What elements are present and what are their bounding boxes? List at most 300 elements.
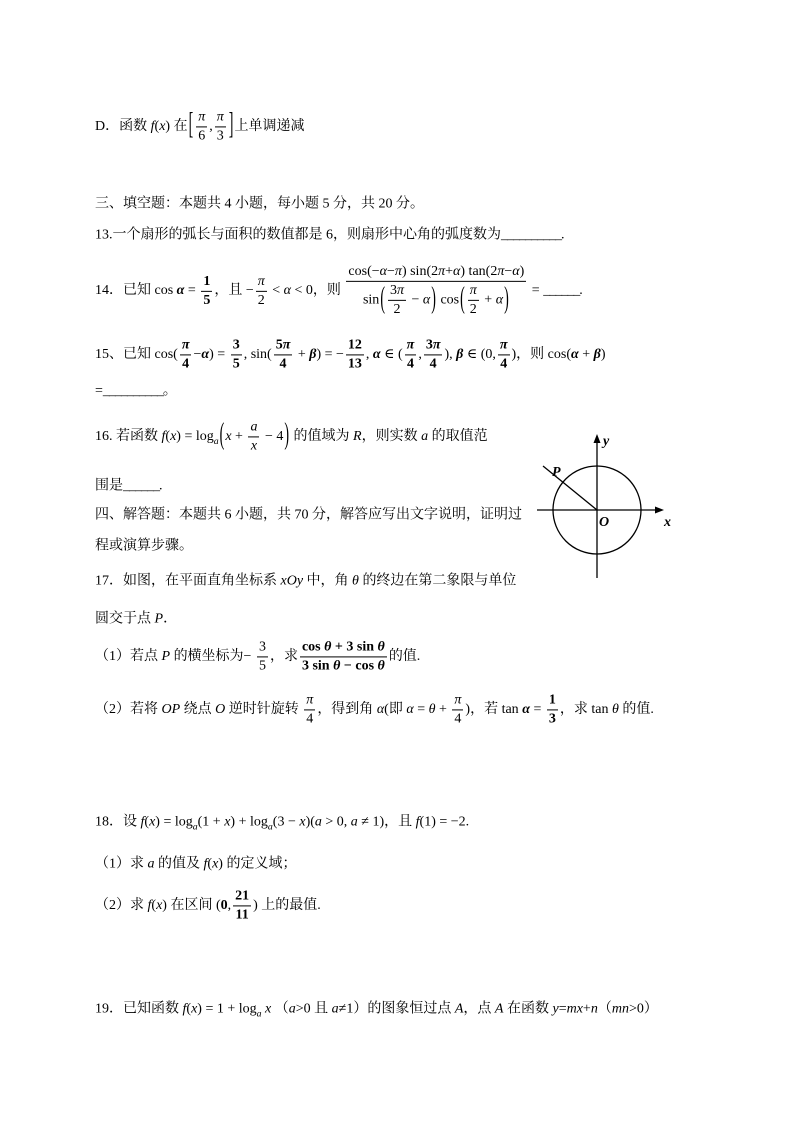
text-run: 圆交于点 <box>95 611 155 627</box>
math-symbol: α <box>495 292 504 308</box>
x-axis-label: x <box>664 515 671 530</box>
math-symbol: xOy <box>280 573 304 589</box>
text-run: − <box>504 263 513 279</box>
math-symbol: a <box>421 429 429 445</box>
math-symbol: α <box>422 292 431 308</box>
text-run: < <box>268 283 284 299</box>
question-18 <box>95 815 469 834</box>
fraction-denominator <box>547 711 558 728</box>
fraction-numerator <box>274 337 293 355</box>
text-run: 3 <box>389 282 397 298</box>
fraction <box>346 337 364 372</box>
large-delimiter: ( <box>460 283 465 317</box>
math-symbol: f <box>415 814 420 830</box>
text-run: ) tan(2 <box>460 263 498 279</box>
text-run: ． <box>163 611 178 627</box>
fraction-denominator <box>257 658 268 675</box>
math-symbol: π <box>438 263 446 279</box>
fraction <box>196 109 207 144</box>
text-run: 围是 <box>95 478 123 494</box>
text-run: (1) = −2. <box>419 814 470 830</box>
fraction-denominator <box>498 356 509 373</box>
fraction-denominator <box>249 438 259 455</box>
question-17-part-1 <box>95 639 420 674</box>
fraction-numerator <box>201 273 212 291</box>
question-18-part-1 <box>95 857 296 874</box>
math-symbol: α <box>176 283 185 299</box>
text-run: （ <box>271 1001 289 1017</box>
math-symbol: 4 <box>279 356 287 372</box>
fraction-numerator <box>547 692 558 710</box>
text-run: ，得到角 <box>317 702 377 718</box>
fraction-denominator <box>405 356 416 373</box>
fraction-denominator <box>201 292 212 309</box>
fraction <box>304 692 315 727</box>
math-symbol: 4 <box>182 356 190 372</box>
math-symbol: 4 <box>500 356 508 372</box>
text-run: 3 <box>258 639 266 655</box>
text-run: 的值域为 <box>290 429 354 445</box>
math-symbol: O <box>215 702 226 718</box>
fraction-denominator <box>233 907 250 924</box>
text-run: ) + log <box>230 814 268 830</box>
text-run: （ <box>597 1001 612 1017</box>
fraction <box>257 639 268 674</box>
text-run: 在 <box>170 119 188 135</box>
fraction-numerator <box>405 337 417 355</box>
fraction-numerator <box>196 109 207 127</box>
text-run: = <box>558 1001 567 1017</box>
fraction-denominator <box>468 301 479 318</box>
subscript: a <box>267 821 273 833</box>
math-symbol: 11 <box>235 907 249 923</box>
fraction-denominator <box>180 356 191 373</box>
text-run: − <box>387 263 395 279</box>
text-run: + <box>578 347 594 363</box>
math-symbol: x <box>156 898 163 914</box>
text-run: ) <box>165 119 171 135</box>
text-run: , <box>418 347 422 363</box>
text-run: ，求 tan <box>559 702 612 718</box>
text-run: （2）若将 <box>95 702 162 718</box>
text-run: (3 − <box>272 814 300 830</box>
math-symbol: a <box>147 856 155 872</box>
text-run: ≠ 1)，且 <box>357 814 416 830</box>
math-symbol: π <box>181 337 190 353</box>
math-symbol: β <box>593 347 601 363</box>
math-symbol: f <box>161 429 166 445</box>
text-run: 2 <box>257 292 265 308</box>
fraction-numerator <box>233 888 251 906</box>
math-symbol: x <box>224 814 231 830</box>
fraction-denominator <box>278 356 289 373</box>
fraction-denominator <box>361 282 512 318</box>
text-run: 15、已知 cos( <box>95 347 178 363</box>
math-symbol: 13 <box>347 356 362 372</box>
math-symbol: α <box>512 263 520 279</box>
question-15-answer-line <box>95 384 177 401</box>
text-run: = <box>95 383 103 399</box>
math-symbol: θ <box>428 702 436 718</box>
text-run: ) 上的最值. <box>253 898 321 914</box>
text-run: + <box>582 1001 591 1017</box>
math-symbol: P <box>161 649 171 665</box>
fraction-numerator <box>256 273 267 291</box>
text-run: . <box>159 478 163 494</box>
math-symbol: 5 <box>203 292 211 308</box>
text-run: ) <box>519 263 525 279</box>
math-symbol: θ <box>377 639 385 655</box>
text-run: + <box>231 429 247 445</box>
question-15 <box>95 337 606 372</box>
math-symbol: 4 <box>407 356 414 372</box>
math-symbol: π <box>282 337 291 353</box>
unit-circle-figure <box>530 430 680 580</box>
question-17-part-2 <box>95 692 654 727</box>
text-run: cos <box>436 292 460 308</box>
text-run: ) 的定义域； <box>218 856 297 872</box>
math-symbol: 1 <box>203 273 211 289</box>
text-run: > 0, <box>321 814 351 830</box>
fraction <box>498 337 510 372</box>
math-symbol: α <box>522 702 530 718</box>
math-symbol: x <box>299 814 306 830</box>
text-run: , <box>227 898 232 914</box>
x-axis-arrow <box>655 507 664 514</box>
section-solution-header-continued <box>95 539 193 556</box>
fraction-denominator <box>215 128 226 145</box>
math-symbol: α <box>201 347 210 363</box>
text-run: （1）求 <box>95 856 148 872</box>
question-16-continued <box>95 479 163 496</box>
text-run: )，若 tan <box>465 702 523 718</box>
text-run: >0 且 <box>295 1001 332 1017</box>
math-symbol: π <box>406 337 415 353</box>
fraction-denominator <box>231 356 242 373</box>
math-symbol: f <box>203 856 208 872</box>
question-19 <box>95 1002 658 1021</box>
text-run: ∈ (0, <box>463 347 496 363</box>
text-run: = <box>528 283 544 299</box>
text-run: 4 <box>454 711 462 727</box>
math-symbol: f <box>140 814 145 830</box>
math-symbol: 5 <box>275 337 283 353</box>
text-run: 绕点 <box>180 702 216 718</box>
text-run: cos(− <box>348 263 380 279</box>
fraction-denominator <box>452 711 463 728</box>
fraction-numerator <box>388 283 406 301</box>
answer-blank: __________ <box>102 383 163 399</box>
math-symbol: α <box>376 702 385 718</box>
fraction <box>424 337 443 372</box>
math-symbol: f <box>150 119 155 135</box>
fraction-numerator <box>304 692 315 710</box>
text-run: ) = log <box>176 429 214 445</box>
math-symbol: a <box>288 1001 296 1017</box>
fraction-denominator <box>346 356 364 373</box>
text-run: 19．已知函数 <box>95 1001 183 1017</box>
text-run: = <box>529 702 545 718</box>
math-symbol: α <box>379 263 388 279</box>
math-symbol: a <box>350 814 358 830</box>
math-symbol: x <box>225 429 232 445</box>
fraction <box>231 337 242 372</box>
text-run: = <box>413 702 429 718</box>
fraction <box>248 419 259 454</box>
text-run: + <box>445 263 454 279</box>
fraction-numerator <box>300 639 387 657</box>
fraction <box>468 283 479 318</box>
subscript: a <box>256 1008 262 1020</box>
math-symbol: f <box>147 898 152 914</box>
fraction <box>274 337 293 372</box>
text-run: 。 <box>162 383 177 399</box>
math-symbol: α <box>571 347 579 363</box>
text-run: 2 <box>393 302 401 318</box>
fraction-numerator <box>180 337 192 355</box>
fraction <box>388 283 406 318</box>
fraction <box>452 692 463 727</box>
text-run: 在函数 <box>503 1001 553 1017</box>
text-run: . <box>579 283 583 299</box>
text-run: 的取值范 <box>428 429 488 445</box>
text-run: ( <box>165 429 171 445</box>
text-run: )( <box>305 814 315 830</box>
text-run: − <box>408 292 423 308</box>
text-run: 16. 若函数 <box>95 429 162 445</box>
math-symbol: 3 sin <box>301 658 334 674</box>
math-symbol: a <box>250 419 258 435</box>
text-run: , <box>365 347 373 363</box>
text-run: 上单调递减 <box>234 119 305 135</box>
fraction-numerator <box>452 692 463 710</box>
text-run: ) = 1 + log <box>197 1001 257 1017</box>
math-symbol: 0 <box>220 898 228 914</box>
text-run: 的值及 <box>154 856 204 872</box>
section-solution-header <box>95 508 522 525</box>
math-symbol: A <box>454 1001 464 1017</box>
math-symbol: mn <box>611 1001 629 1017</box>
math-symbol: θ <box>611 702 619 718</box>
fraction <box>300 639 387 674</box>
math-symbol: π <box>454 692 462 708</box>
text-run: ( <box>186 1001 192 1017</box>
math-symbol: π <box>497 263 505 279</box>
fraction-denominator <box>300 658 387 675</box>
math-symbol: θ <box>333 658 341 674</box>
question-18-part-2 <box>95 888 321 923</box>
math-symbol: n <box>590 1001 598 1017</box>
text-run: 3 <box>216 128 224 144</box>
fraction-numerator <box>248 419 259 437</box>
point-p-label: P <box>552 465 561 480</box>
text-run: 的值. <box>388 649 421 665</box>
large-delimiter: ) <box>504 283 509 317</box>
text-run: 的横坐标为− <box>170 649 255 665</box>
text-run: 14．已知 cos <box>95 283 177 299</box>
question-17 <box>95 574 516 591</box>
math-symbol: α <box>453 263 461 279</box>
large-delimiter: ] <box>228 109 234 143</box>
large-delimiter: ( <box>219 419 225 453</box>
text-run: ), <box>444 347 457 363</box>
math-symbol: x <box>265 1001 272 1017</box>
text-run: 中，角 <box>303 573 353 589</box>
text-run: ) = − <box>316 347 344 363</box>
text-run: （1）若点 <box>95 649 162 665</box>
text-run: , sin( <box>243 347 272 363</box>
fraction <box>256 273 267 308</box>
math-symbol: α <box>406 702 414 718</box>
fraction-numerator <box>424 337 443 355</box>
math-symbol: y <box>552 1001 559 1017</box>
math-symbol: π <box>198 109 206 125</box>
fraction-denominator <box>196 128 207 145</box>
fraction <box>215 109 226 144</box>
large-delimiter: [ <box>188 109 194 143</box>
math-symbol: π <box>306 692 314 708</box>
math-symbol: 12 <box>347 337 362 353</box>
text-run: ) = <box>209 347 229 363</box>
text-run: 6 <box>198 128 206 144</box>
math-symbol: π <box>499 337 508 353</box>
text-run: )，则 cos( <box>511 347 572 363</box>
text-run: ( <box>151 898 157 914</box>
math-symbol: α <box>283 283 292 299</box>
large-delimiter: ) <box>431 283 436 317</box>
math-symbol: α <box>372 347 381 363</box>
y-axis-label: y <box>603 434 610 449</box>
text-run: (即 <box>384 702 407 718</box>
text-run: 13.一个扇形的弧长与面积的数值都是 6，则扇形中心角的弧度数为 <box>95 227 501 243</box>
math-symbol: mx <box>566 1001 583 1017</box>
subscript: a <box>213 436 219 448</box>
question-17-continued <box>95 612 177 629</box>
text-run: 5 <box>258 658 266 674</box>
text-run: ，且 − <box>214 283 254 299</box>
math-symbol: π <box>469 282 477 298</box>
text-run: + <box>435 702 451 718</box>
text-run: ，求 <box>269 649 298 665</box>
math-symbol: π <box>396 282 404 298</box>
fraction-numerator <box>257 639 268 657</box>
text-run: . <box>561 227 565 243</box>
math-symbol: x <box>191 1001 198 1017</box>
text-run: 18．设 <box>95 814 141 830</box>
math-symbol: π <box>432 337 441 353</box>
math-symbol: f <box>182 1001 187 1017</box>
fraction-numerator <box>498 337 510 355</box>
math-symbol: 5 <box>232 356 240 372</box>
fraction <box>547 692 558 727</box>
text-run: − 4 <box>261 429 284 445</box>
math-symbol: β <box>456 347 464 363</box>
text-run: >0） <box>628 1001 658 1017</box>
math-symbol: x <box>212 856 219 872</box>
answer-blank: __________ <box>501 227 561 243</box>
fraction <box>180 337 192 372</box>
text-run: 程或演算步骤。 <box>95 538 193 554</box>
answer-blank: ______ <box>543 283 580 299</box>
text-run: (1 + <box>197 814 225 830</box>
fraction-numerator <box>215 109 226 127</box>
question-14 <box>95 264 583 318</box>
math-symbol: x <box>149 814 156 830</box>
large-delimiter: ( <box>380 283 385 317</box>
math-symbol: 21 <box>235 888 250 904</box>
fraction-denominator <box>304 711 315 728</box>
question-16 <box>95 419 488 454</box>
fraction <box>233 888 251 923</box>
fraction <box>405 337 417 372</box>
text-run: ) 在区间 ( <box>162 898 221 914</box>
text-run: 的终边在第二象限与单位 <box>358 573 517 589</box>
fraction-denominator <box>391 301 402 318</box>
math-symbol: P <box>154 611 164 627</box>
text-run: − <box>193 347 202 363</box>
text-run: 逆时针旋转 <box>225 702 303 718</box>
text-run: < 0，则 <box>291 283 345 299</box>
answer-blank: ______ <box>123 478 159 494</box>
math-symbol: 1 <box>548 692 556 708</box>
text-run: + <box>480 292 496 308</box>
math-symbol: x <box>170 429 177 445</box>
fraction-numerator <box>346 337 364 355</box>
math-symbol: 3 <box>232 337 240 353</box>
fraction-numerator <box>468 283 479 301</box>
math-symbol: θ <box>352 573 359 589</box>
math-symbol: a <box>314 814 322 830</box>
fraction <box>201 273 212 308</box>
text-run: 三、填空题：本题共 4 小题，每小题 5 分，共 20 分。 <box>95 196 424 212</box>
fraction <box>346 264 526 318</box>
math-symbol: x <box>159 119 166 135</box>
text-run: , <box>209 119 213 135</box>
text-run: ( <box>207 856 213 872</box>
text-run: ) sin(2 <box>401 263 439 279</box>
math-symbol: π <box>216 109 224 125</box>
math-symbol: π <box>257 273 265 289</box>
text-run: sin <box>362 292 380 308</box>
text-run: D．函数 <box>95 119 151 135</box>
text-run: 四、解答题：本题共 6 小题，共 70 分，解答应写出文字说明，证明过 <box>95 507 522 523</box>
math-symbol: x <box>250 438 258 454</box>
large-delimiter: ) <box>284 419 290 453</box>
origin-label: O <box>599 515 610 530</box>
math-symbol: cos <box>301 639 325 655</box>
math-symbol: 3 <box>548 711 556 727</box>
math-symbol: a <box>331 1001 339 1017</box>
fraction-denominator <box>428 356 439 373</box>
math-symbol: OP <box>161 702 181 718</box>
text-run: 4 <box>306 711 314 727</box>
math-symbol: θ <box>324 639 332 655</box>
math-symbol: A <box>494 1001 504 1017</box>
math-symbol: β <box>309 347 317 363</box>
fraction-numerator <box>346 264 526 282</box>
subscript: a <box>192 821 198 833</box>
text-run: ，则实数 <box>361 429 422 445</box>
text-run: = <box>184 283 200 299</box>
math-symbol: θ <box>377 658 385 674</box>
text-run: ) <box>600 347 606 363</box>
text-run: ( <box>154 119 160 135</box>
text-run: 17．如图，在平面直角坐标系 <box>95 573 281 589</box>
text-run: （2）求 <box>95 898 148 914</box>
math-symbol: 3 <box>425 337 433 353</box>
fraction-denominator <box>256 292 267 309</box>
section-fill-in-header <box>95 197 424 214</box>
